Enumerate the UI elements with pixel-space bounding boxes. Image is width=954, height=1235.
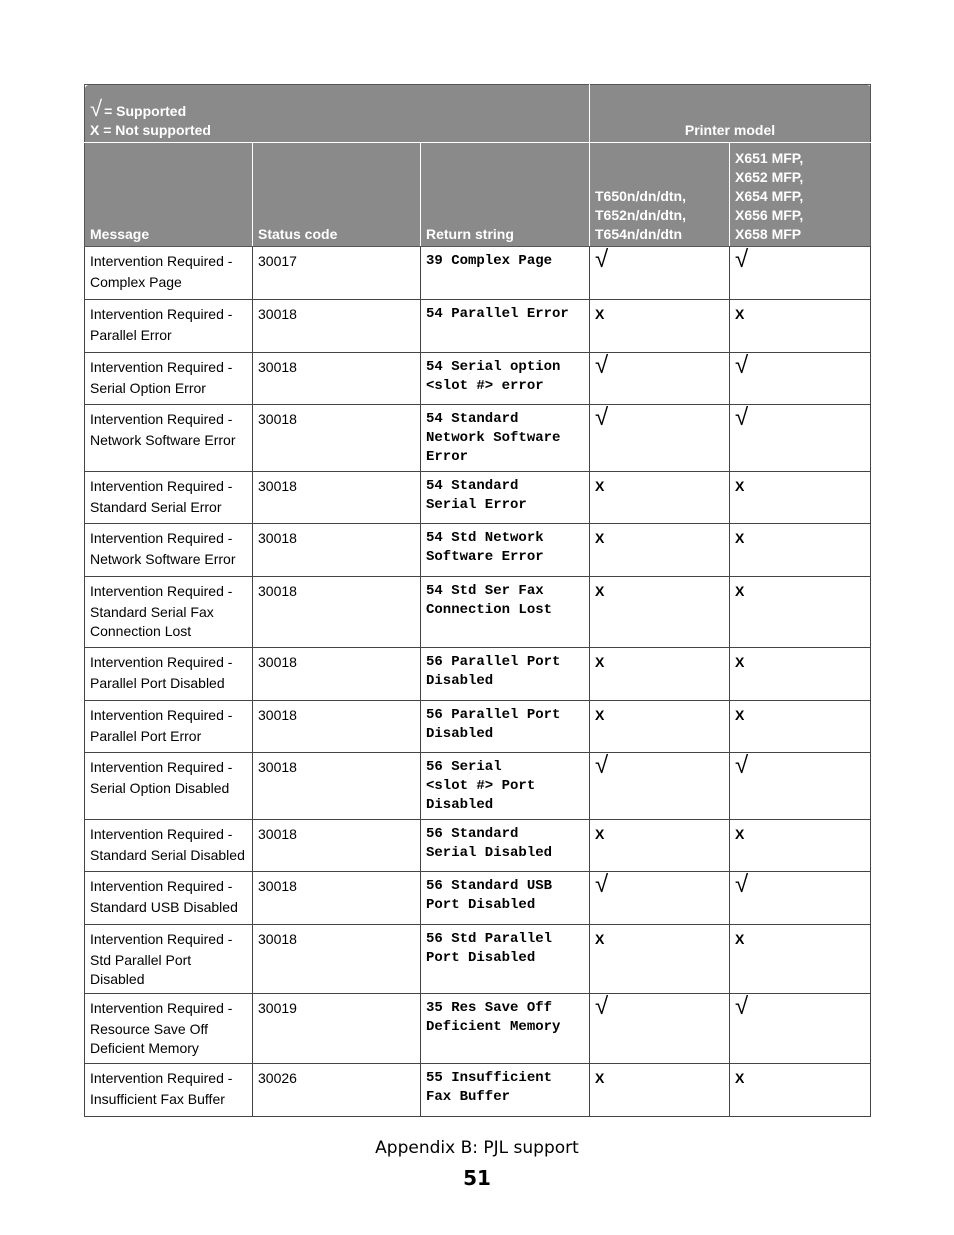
check-icon: √ — [595, 871, 609, 898]
cross-icon: X — [595, 1070, 605, 1086]
support-t650-cell — [590, 994, 730, 1064]
support-x650-cell — [730, 925, 871, 994]
message-line-1: Intervention Required - — [90, 583, 233, 599]
return-string-cell: 54 Serial option <slot #> error — [421, 353, 590, 405]
message-line-2: Standard Serial Fax Connection Lost — [90, 604, 214, 639]
message-line-1: Intervention Required - — [90, 654, 233, 670]
message-cell — [85, 872, 253, 925]
support-x650-cell — [730, 994, 871, 1064]
cross-icon: X — [735, 931, 745, 947]
check-icon: √ — [735, 752, 749, 779]
status-code-cell: 30017 — [253, 247, 421, 300]
check-icon: √ — [595, 404, 609, 431]
support-t650-cell — [590, 300, 730, 353]
return-string-cell: 54 Standard Serial Error — [421, 472, 590, 524]
support-t650-cell — [590, 925, 730, 994]
status-code-cell: 30018 — [253, 300, 421, 353]
table-row — [85, 820, 871, 872]
message-line-2: Standard Serial Disabled — [90, 847, 245, 863]
cross-icon: X — [595, 654, 605, 670]
check-icon: √ — [90, 96, 103, 121]
message-cell — [85, 820, 253, 872]
message-line-2: Resource Save Off Deficient Memory — [90, 1021, 209, 1056]
pjl-status-table — [84, 84, 871, 1117]
cross-icon: X — [735, 1070, 745, 1086]
support-t650-cell — [590, 1064, 730, 1117]
message-line-1: Intervention Required - — [90, 931, 233, 947]
return-string-cell: 54 Std Ser Fax Connection Lost — [421, 577, 590, 648]
cross-icon: X — [735, 654, 745, 670]
message-line-1: Intervention Required - — [90, 359, 233, 375]
table-row — [85, 753, 871, 820]
table-row — [85, 524, 871, 577]
support-t650-cell — [590, 753, 730, 820]
support-x650-cell — [730, 577, 871, 648]
message-cell — [85, 577, 253, 648]
message-cell — [85, 994, 253, 1064]
column-header-row — [85, 143, 871, 247]
message-line-2: Parallel Error — [90, 327, 172, 343]
page-number: 51 — [463, 1166, 491, 1190]
table-body — [85, 247, 871, 1117]
legend-cell — [85, 85, 590, 143]
return-string-cell: 39 Complex Page — [421, 247, 590, 300]
support-t650-cell — [590, 820, 730, 872]
check-icon: √ — [595, 352, 609, 379]
support-x650-cell — [730, 820, 871, 872]
message-line-2: Serial Option Error — [90, 380, 206, 396]
support-x650-cell — [730, 353, 871, 405]
message-cell — [85, 648, 253, 701]
message-cell — [85, 753, 253, 820]
check-icon: √ — [735, 246, 749, 273]
support-t650-cell — [590, 577, 730, 648]
column-header-x650-series: X651 MFP, X652 MFP, X654 MFP, X656 MFP, X658 MFP — [730, 143, 871, 247]
support-t650-cell — [590, 353, 730, 405]
support-x650-cell — [730, 247, 871, 300]
status-code-cell: 30018 — [253, 405, 421, 472]
table-row — [85, 577, 871, 648]
table-row — [85, 353, 871, 405]
status-code-cell: 30018 — [253, 648, 421, 701]
message-line-2: Complex Page — [90, 274, 182, 290]
message-line-1: Intervention Required - — [90, 530, 233, 546]
return-string-cell: 54 Parallel Error — [421, 300, 590, 353]
return-string-cell: 56 Standard Serial Disabled — [421, 820, 590, 872]
cross-icon: X — [595, 826, 605, 842]
column-header-t650-series: T650n/dn/dtn, T652n/dn/dtn, T654n/dn/dtn — [590, 143, 730, 247]
column-header-return-string: Return string — [421, 143, 590, 247]
message-line-2: Standard Serial Error — [90, 499, 222, 515]
table-row — [85, 872, 871, 925]
cross-icon: X — [735, 478, 745, 494]
support-t650-cell — [590, 701, 730, 753]
table-row — [85, 300, 871, 353]
support-x650-cell — [730, 648, 871, 701]
status-code-cell: 30019 — [253, 994, 421, 1064]
check-icon: √ — [595, 246, 609, 273]
return-string-cell: 55 Insufficient Fax Buffer — [421, 1064, 590, 1117]
support-t650-cell — [590, 472, 730, 524]
status-code-cell: 30018 — [253, 820, 421, 872]
support-x650-cell — [730, 524, 871, 577]
message-cell — [85, 472, 253, 524]
table-row — [85, 701, 871, 753]
return-string-cell: 56 Standard USB Port Disabled — [421, 872, 590, 925]
message-line-1: Intervention Required - — [90, 1000, 233, 1016]
legend-not-supported: X = Not supported — [90, 122, 211, 138]
cross-icon: X — [595, 583, 605, 599]
message-line-1: Intervention Required - — [90, 1070, 233, 1086]
support-x650-cell — [730, 872, 871, 925]
cross-icon: X — [595, 478, 605, 494]
support-t650-cell — [590, 648, 730, 701]
message-line-1: Intervention Required - — [90, 878, 233, 894]
check-icon: √ — [735, 404, 749, 431]
status-code-cell: 30026 — [253, 1064, 421, 1117]
message-line-2: Parallel Port Error — [90, 728, 202, 744]
support-t650-cell — [590, 405, 730, 472]
support-t650-cell — [590, 247, 730, 300]
printer-model-header: Printer model — [590, 85, 871, 143]
message-line-1: Intervention Required - — [90, 478, 233, 494]
message-cell — [85, 701, 253, 753]
table-row — [85, 994, 871, 1064]
column-header-status-code: Status code — [253, 143, 421, 247]
cross-icon: X — [595, 530, 605, 546]
return-string-cell: 54 Std Network Software Error — [421, 524, 590, 577]
legend-header-row — [85, 85, 871, 143]
support-x650-cell — [730, 701, 871, 753]
return-string-cell: 56 Parallel Port Disabled — [421, 648, 590, 701]
message-cell — [85, 353, 253, 405]
support-t650-cell — [590, 524, 730, 577]
table-row — [85, 925, 871, 994]
support-x650-cell — [730, 472, 871, 524]
message-line-1: Intervention Required - — [90, 707, 233, 723]
support-x650-cell — [730, 1064, 871, 1117]
return-string-cell: 56 Serial <slot #> Port Disabled — [421, 753, 590, 820]
check-icon: √ — [735, 352, 749, 379]
message-line-2: Standard USB Disabled — [90, 899, 238, 915]
cross-icon: X — [595, 306, 605, 322]
cross-icon: X — [735, 306, 745, 322]
message-cell — [85, 247, 253, 300]
table-row — [85, 1064, 871, 1117]
column-header-message: Message — [85, 143, 253, 247]
message-line-1: Intervention Required - — [90, 759, 233, 775]
check-icon: √ — [735, 871, 749, 898]
status-code-cell: 30018 — [253, 353, 421, 405]
table-row — [85, 247, 871, 300]
support-x650-cell — [730, 753, 871, 820]
return-string-cell: 56 Parallel Port Disabled — [421, 701, 590, 753]
table-row — [85, 405, 871, 472]
cross-icon: X — [735, 583, 745, 599]
status-code-cell: 30018 — [253, 472, 421, 524]
status-code-cell: 30018 — [253, 872, 421, 925]
cross-icon: X — [735, 707, 745, 723]
cross-icon: X — [595, 931, 605, 947]
message-line-1: Intervention Required - — [90, 826, 233, 842]
support-x650-cell — [730, 405, 871, 472]
support-x650-cell — [730, 300, 871, 353]
message-cell — [85, 524, 253, 577]
status-code-cell: 30018 — [253, 753, 421, 820]
cross-icon: X — [735, 826, 745, 842]
check-icon: √ — [595, 993, 609, 1020]
status-code-cell: 30018 — [253, 925, 421, 994]
return-string-cell: 54 Standard Network Software Error — [421, 405, 590, 472]
support-t650-cell — [590, 872, 730, 925]
message-line-2: Serial Option Disabled — [90, 780, 230, 796]
message-cell — [85, 300, 253, 353]
message-line-2: Network Software Error — [90, 432, 236, 448]
status-code-cell: 30018 — [253, 577, 421, 648]
check-icon: √ — [595, 752, 609, 779]
message-cell — [85, 1064, 253, 1117]
footer-section-title: Appendix B: PJL support — [375, 1138, 579, 1158]
cross-icon: X — [735, 530, 745, 546]
return-string-cell: 35 Res Save Off Deficient Memory — [421, 994, 590, 1064]
table-row — [85, 648, 871, 701]
status-code-cell: 30018 — [253, 701, 421, 753]
message-cell — [85, 405, 253, 472]
message-line-2: Network Software Error — [90, 551, 236, 567]
message-cell — [85, 925, 253, 994]
cross-icon: X — [595, 707, 605, 723]
legend-supported: √ = Supported — [90, 96, 187, 121]
message-line-1: Intervention Required - — [90, 253, 233, 269]
message-line-2: Std Parallel Port Disabled — [90, 952, 192, 987]
return-string-cell: 56 Std Parallel Port Disabled — [421, 925, 590, 994]
message-line-1: Intervention Required - — [90, 411, 233, 427]
message-line-2: Insufficient Fax Buffer — [90, 1091, 225, 1107]
table-row — [85, 472, 871, 524]
message-line-1: Intervention Required - — [90, 306, 233, 322]
message-line-2: Parallel Port Disabled — [90, 675, 225, 691]
status-code-cell: 30018 — [253, 524, 421, 577]
check-icon: √ — [735, 993, 749, 1020]
